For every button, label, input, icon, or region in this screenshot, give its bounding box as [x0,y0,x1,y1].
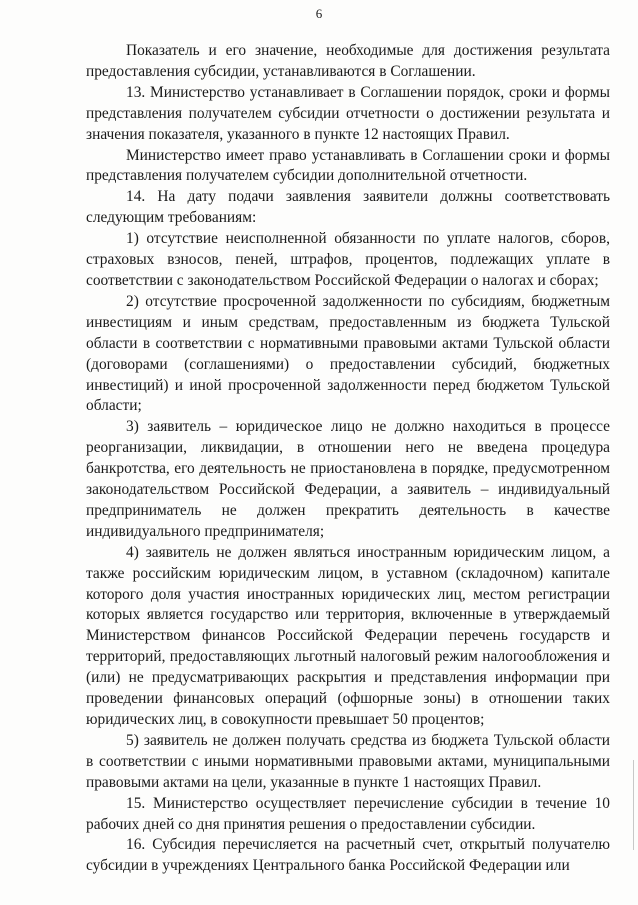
paragraph-ministry-right: Министерство имеет право устанавливать в Соглашении сроки и формы представления получателем субсидии дополнительной отчетности. [86,146,610,185]
scan-edge-mark [633,760,634,850]
requirement-2: 2) отсутствие просроченной задолженности по субсидиям, бюджетным инвестициям и иным средствам, предоставленным из бюджета Тульской области в соответствии с нормативными правовыми актами Тульской области (договорами (соглашениями) о предоставлении субсидий, бюджетных инвестиций) и иной просроченной задолженности перед бюджетом Тульской области; [86,292,610,415]
paragraph-14: 14. На дату подачи заявления заявители должны соответствовать следующим требованиям: [86,188,610,227]
paragraph-16: 16. Субсидия перечисляется на расчетный счет, открытый получателю субсидии в учреждениях Центрального банка Российской Федерации или [86,836,610,875]
document-body [86,41,610,877]
paragraph-15: 15. Министерство осуществляет перечисление субсидии в течение 10 рабочих дней со дня принятия решения о предоставлении субсидии. [86,794,610,833]
requirement-4: 4) заявитель не должен являться иностранным юридическим лицом, а также российским юридическим лицом, в уставном (складочном) капитале которого доля участия иностранных юридических лиц, местом регистрации которых является государство или территория, включенные в утверждаемый Министерством финансов Российской Федерации перечень государств и территорий, предоставляющих льготный налоговый режим налогообложения и (или) не предусматривающих раскрытия и представления информации при проведении финансовых операций (офшорные зоны) в отношении таких юридических лиц, в совокупности превышает 50 процентов; [86,543,610,728]
requirement-5: 5) заявитель не должен получать средства из бюджета Тульской области в соответствии с иными нормативными правовыми актами, муниципальными правовыми актами на цели, указанные в пункте 1 настоящих Правил. [86,731,610,791]
requirement-3: 3) заявитель – юридическое лицо не должно находиться в процессе реорганизации, ликвидации, в отношении него не введена процедура банкротства, его деятельность не приостановлена в порядке, предусмотренном законодательством Российской Федерации, а заявитель – индивидуальный предприниматель не должен прекратить деятельность в качестве индивидуального предпринимателя; [86,418,610,540]
requirement-1: 1) отсутствие неисполненной обязанности по уплате налогов, сборов, страховых взносов, пеней, штрафов, процентов, подлежащих уплате в соответствии с законодательством Российской Федерации о налогах и сборах; [86,230,610,289]
page-number: 6 [315,6,323,21]
paragraph-13: 13. Министерство устанавливает в Соглашении порядок, сроки и формы представления получателем субсидии отчетности о достижении результата и значения показателя, указанного в пункте 12 настоящих Правил. [86,83,610,143]
paragraph-indicator-intro: Показатель и его значение, необходимые для достижения результата предоставления субсидии, устанавливаются в Соглашении. [86,42,610,80]
